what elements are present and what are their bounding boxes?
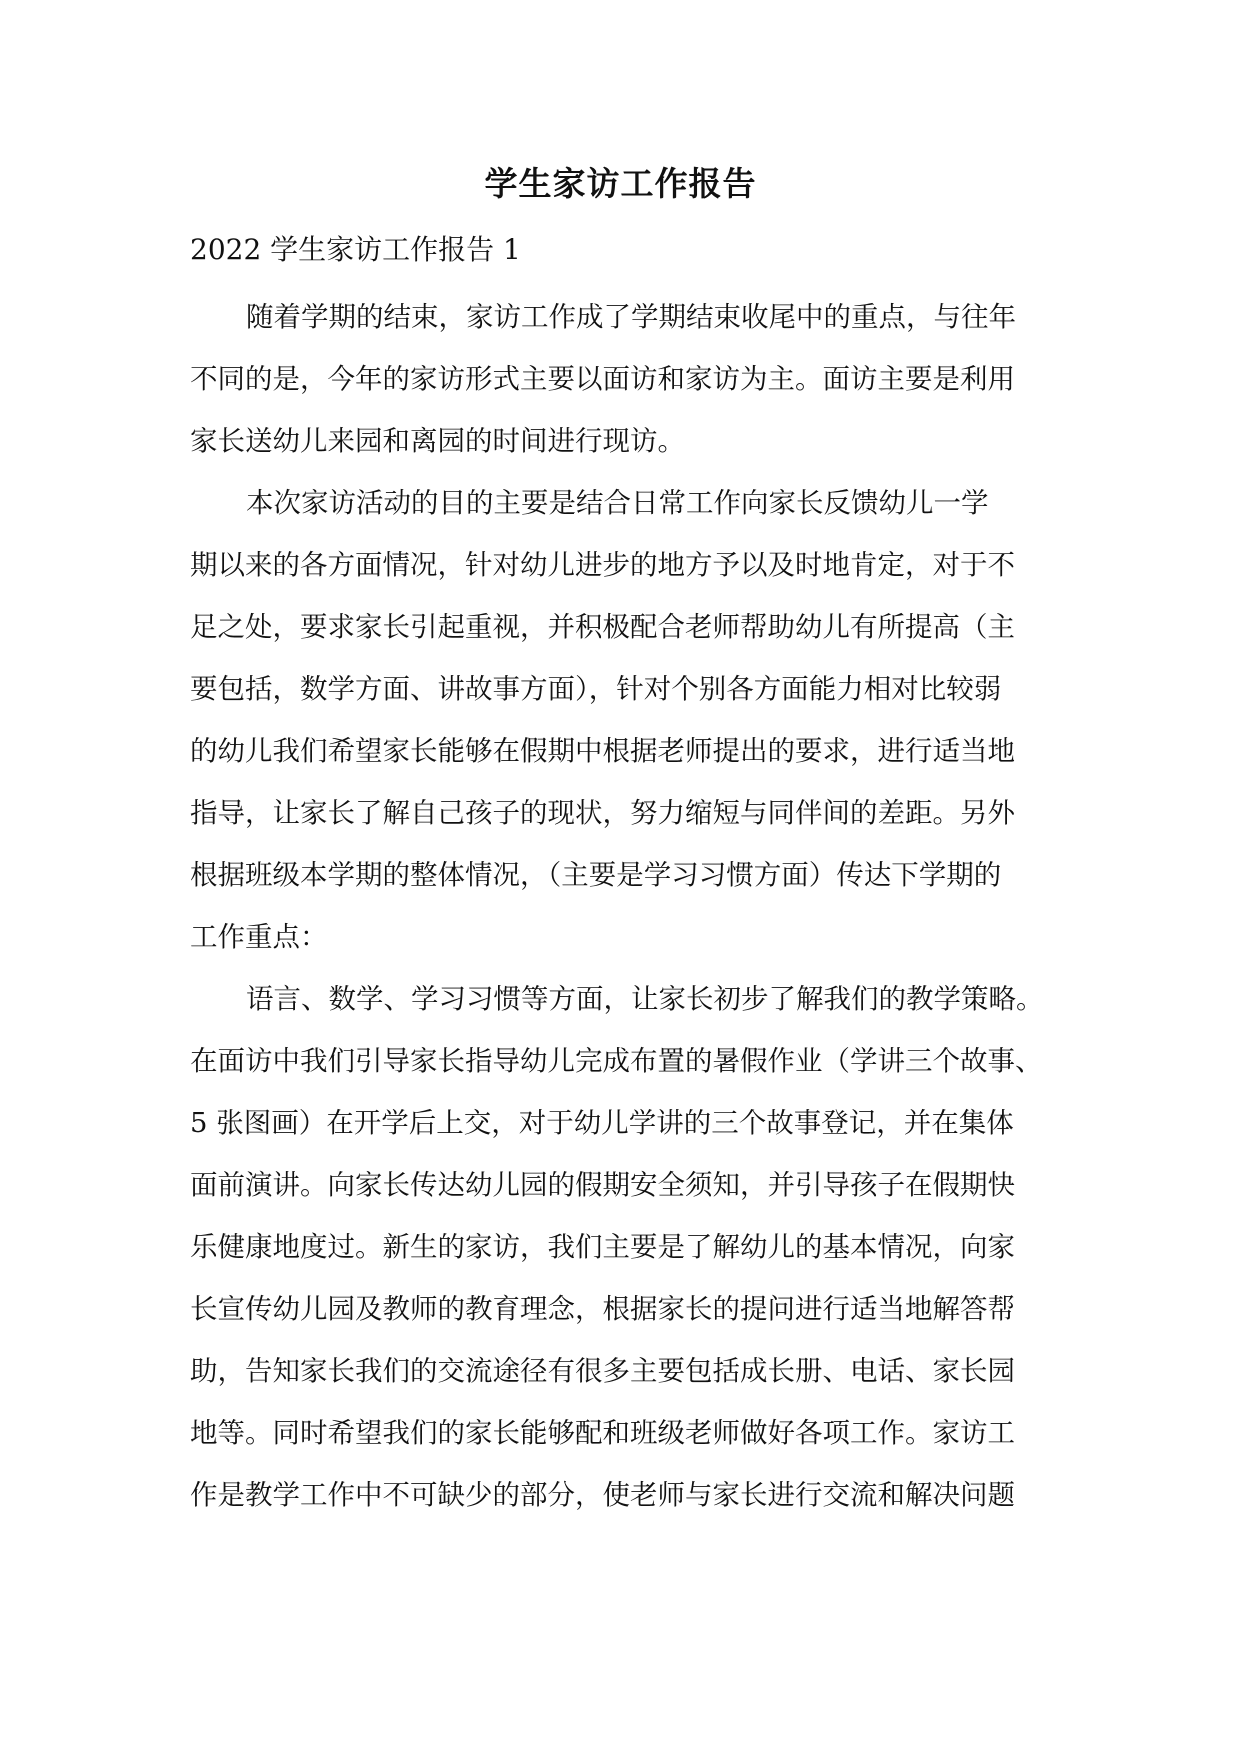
text-line: 工作重点： xyxy=(190,921,328,953)
paragraph-2 xyxy=(190,472,1058,968)
paragraph-1 xyxy=(190,286,1058,472)
text-line: 地等。同时希望我们的家长能够配和班级老师做好各项工作。家访工 xyxy=(190,1417,1015,1449)
document-subtitle: 2022 学生家访工作报告 1 xyxy=(190,233,521,266)
text-line: 助，告知家长我们的交流途径有很多主要包括成长册、电话、家长园 xyxy=(190,1355,1015,1387)
text-line: 乐健康地度过。新生的家访，我们主要是了解幼儿的基本情况，向家 xyxy=(190,1231,1015,1263)
text-line: 根据班级本学期的整体情况，（主要是学习习惯方面）传达下学期的 xyxy=(190,859,1002,891)
text-line: 家长送幼儿来园和离园的时间进行现访。 xyxy=(190,425,685,457)
text-line: 随着学期的结束，家访工作成了学期结束收尾中的重点，与往年 xyxy=(246,301,1016,333)
document-body xyxy=(190,286,1058,1526)
paragraph-3 xyxy=(190,968,1058,1526)
text-line: 长宣传幼儿园及教师的教育理念，根据家长的提问进行适当地解答帮 xyxy=(190,1293,1015,1325)
text-line: 语言、数学、学习习惯等方面，让家长初步了解我们的教学策略。 xyxy=(246,983,1044,1015)
text-line: 指导，让家长了解自己孩子的现状，努力缩短与同伴间的差距。另外 xyxy=(190,797,1015,829)
text-line: 本次家访活动的目的主要是结合日常工作向家长反馈幼儿一学 xyxy=(246,487,989,519)
text-line: 在面访中我们引导家长指导幼儿完成布置的暑假作业（学讲三个故事、 xyxy=(190,1045,1043,1077)
text-line: 期以来的各方面情况，针对幼儿进步的地方予以及时地肯定，对于不 xyxy=(190,549,1015,581)
document-title: 学生家访工作报告 xyxy=(484,164,757,203)
text-line: 不同的是，今年的家访形式主要以面访和家访为主。面访主要是利用 xyxy=(190,363,1015,395)
text-line: 面前演讲。向家长传达幼儿园的假期安全须知，并引导孩子在假期快 xyxy=(190,1169,1015,1201)
text-line: 作是教学工作中不可缺少的部分，使老师与家长进行交流和解决问题 xyxy=(190,1479,1015,1511)
text-line: 要包括，数学方面、讲故事方面），针对个别各方面能力相对比较弱 xyxy=(190,673,1002,705)
text-line: 5 张图画）在开学后上交，对于幼儿学讲的三个故事登记，并在集体 xyxy=(190,1107,1014,1139)
text-line: 足之处，要求家长引起重视，并积极配合老师帮助幼儿有所提高（主 xyxy=(190,611,1015,643)
text-line: 的幼儿我们希望家长能够在假期中根据老师提出的要求，进行适当地 xyxy=(190,735,1015,767)
